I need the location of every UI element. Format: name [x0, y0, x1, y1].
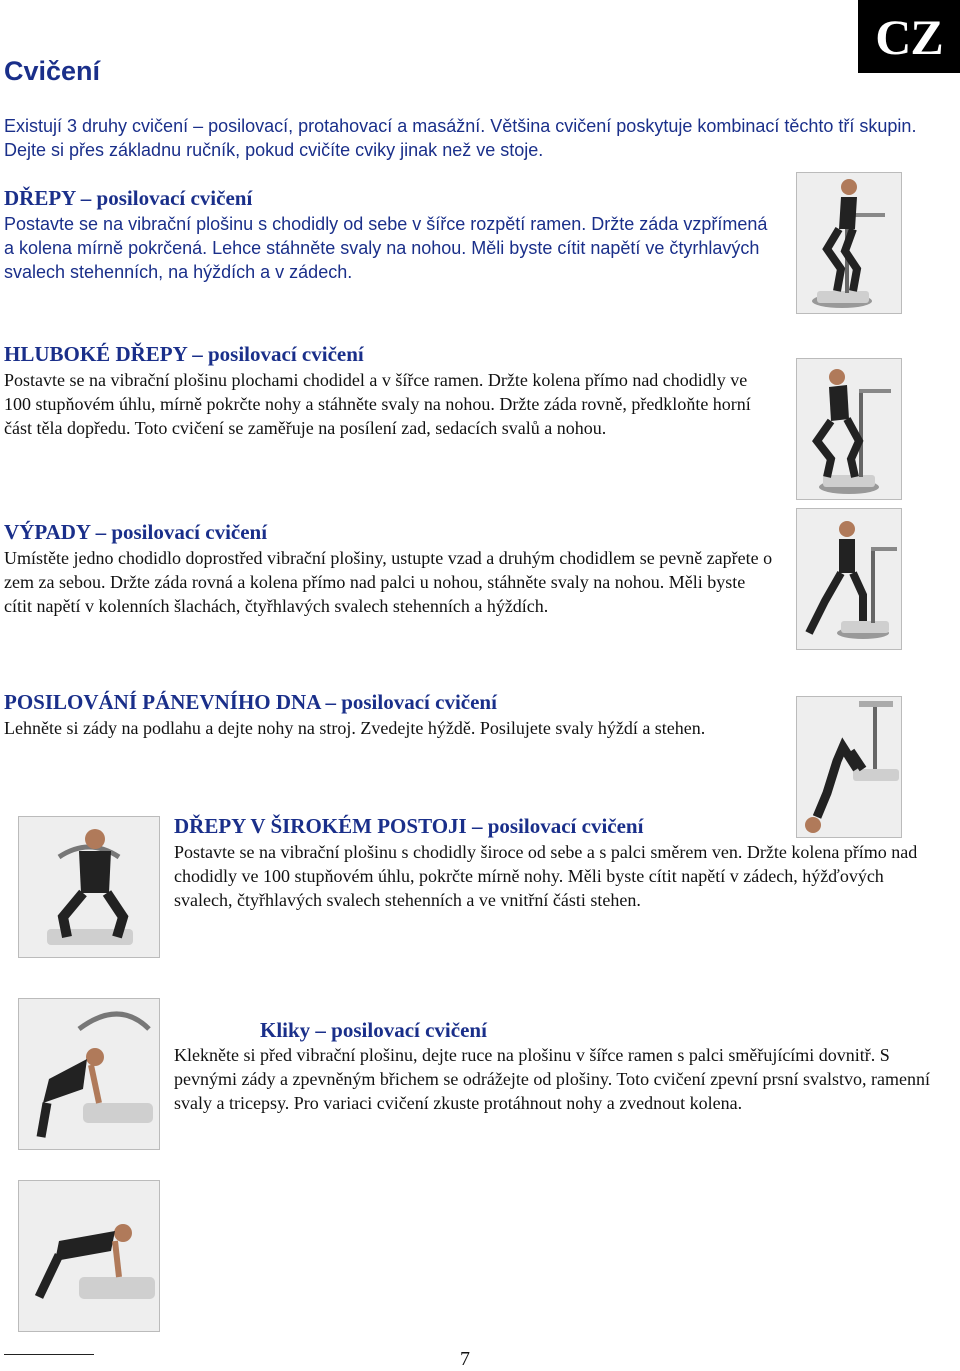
section-heading-pelvic-floor: POSILOVÁNÍ PÁNEVNÍHO DNA – posilovací cvičení	[4, 690, 497, 714]
wide-squat-photo	[18, 816, 160, 958]
section-text-deep-squats: Postavte se na vibrační plošinu plochami chodidel a v šířce ramen. Držte kolena přímo nad chodidly ve 100 stupňovém úhlu, mírně pokrčte nohy a stáhněte svaly na nohou. Držte záda rovně, předkloňte horní část těla dopředu. Toto cvičení se zaměřuje na posílení zad, sedacích svalů a nohou.	[4, 370, 751, 438]
section-text-wide-squats: Postavte se na vibrační plošinu s chodidly široce od sebe a s palci směrem ven. Držte kolena přímo nad chodidly ve 100 stupňovém úhlu, pokrčte mírně nohy. Měli byste cítit napětí v zádech, hýžďových svalech, čtyřhlavých svalech stehenních a ve vnitřní části stehen.	[174, 842, 918, 910]
section-heading-lunges: VÝPADY – posilovací cvičení	[4, 520, 268, 544]
squat-illustration	[797, 173, 901, 313]
intro-paragraph: Existují 3 druhy cvičení – posilovací, protahovací a masážní. Většina cvičení poskytuje kombinací těchto tří skupin. Dejte si přes základnu ručník, pokud cvičíte cviky jinak než ve stoje.	[4, 116, 917, 160]
section-heading-pushups: Kliky – posilovací cvičení	[260, 1018, 487, 1042]
language-badge: CZ	[858, 0, 960, 73]
section-text-squats: Postavte se na vibrační plošinu s chodidly od sebe v šířce rozpětí ramen. Držte záda vzpřímená a kolena mírně pokrčená. Lehce stáhněte svaly na nohou. Měli byste cítit napětí ve čtyrhlavých svalech stehenních, na hýždích a v zádech.	[4, 214, 768, 282]
footer-rule	[4, 1354, 94, 1355]
deep-squat-illustration	[797, 359, 901, 499]
pushup-photo-2	[18, 1180, 160, 1332]
pushup-photo-1	[18, 998, 160, 1150]
section-heading-wide-squats: DŘEPY V ŠIROKÉM POSTOJI – posilovací cvičení	[174, 814, 644, 838]
wide-squat-illustration	[19, 817, 159, 957]
pushup-illustration-2	[19, 1181, 159, 1331]
pushup-illustration-1	[19, 999, 159, 1149]
page-number: 7	[460, 1348, 470, 1370]
lunge-photo	[796, 508, 902, 650]
squat-photo	[796, 172, 902, 314]
section-heading-squats: DŘEPY – posilovací cvičení	[4, 186, 253, 210]
pelvic-floor-photo	[796, 696, 902, 838]
page-title: Cvičení	[4, 56, 101, 86]
deep-squat-photo	[796, 358, 902, 500]
section-text-pelvic-floor: Lehněte si zády na podlahu a dejte nohy na stroj. Zvedejte hýždě. Posilujete svaly hýždí a stehen.	[4, 718, 706, 738]
section-heading-deep-squats: HLUBOKÉ DŘEPY – posilovací cvičení	[4, 342, 364, 366]
section-text-pushups: Klekněte si před vibrační plošinu, dejte ruce na plošinu v šířce ramen s palci směřujícími dovnitř. S pevnými zády a zpevněným břichem se odrážejte od plošiny. Toto cvičení zpevní prsní svalstvo, ramenní svaly a tricepsy. Pro variaci cvičení zkuste protáhnout nohy a zvednout kolena.	[174, 1045, 931, 1113]
section-text-lunges: Umístěte jedno chodidlo doprostřed vibrační plošiny, ustupte vzad a druhým chodidlem se pevně zapřete o zem za sebou. Držte záda rovná a kolena přímo nad palci u nohou, stáhněte svaly na nohou. Měli byste cítit napětí v kolenních šlachách, čtyřhlavých svalech stehenních a hýždích.	[4, 548, 773, 616]
lunge-illustration	[797, 509, 901, 649]
pelvic-floor-illustration	[797, 697, 901, 837]
